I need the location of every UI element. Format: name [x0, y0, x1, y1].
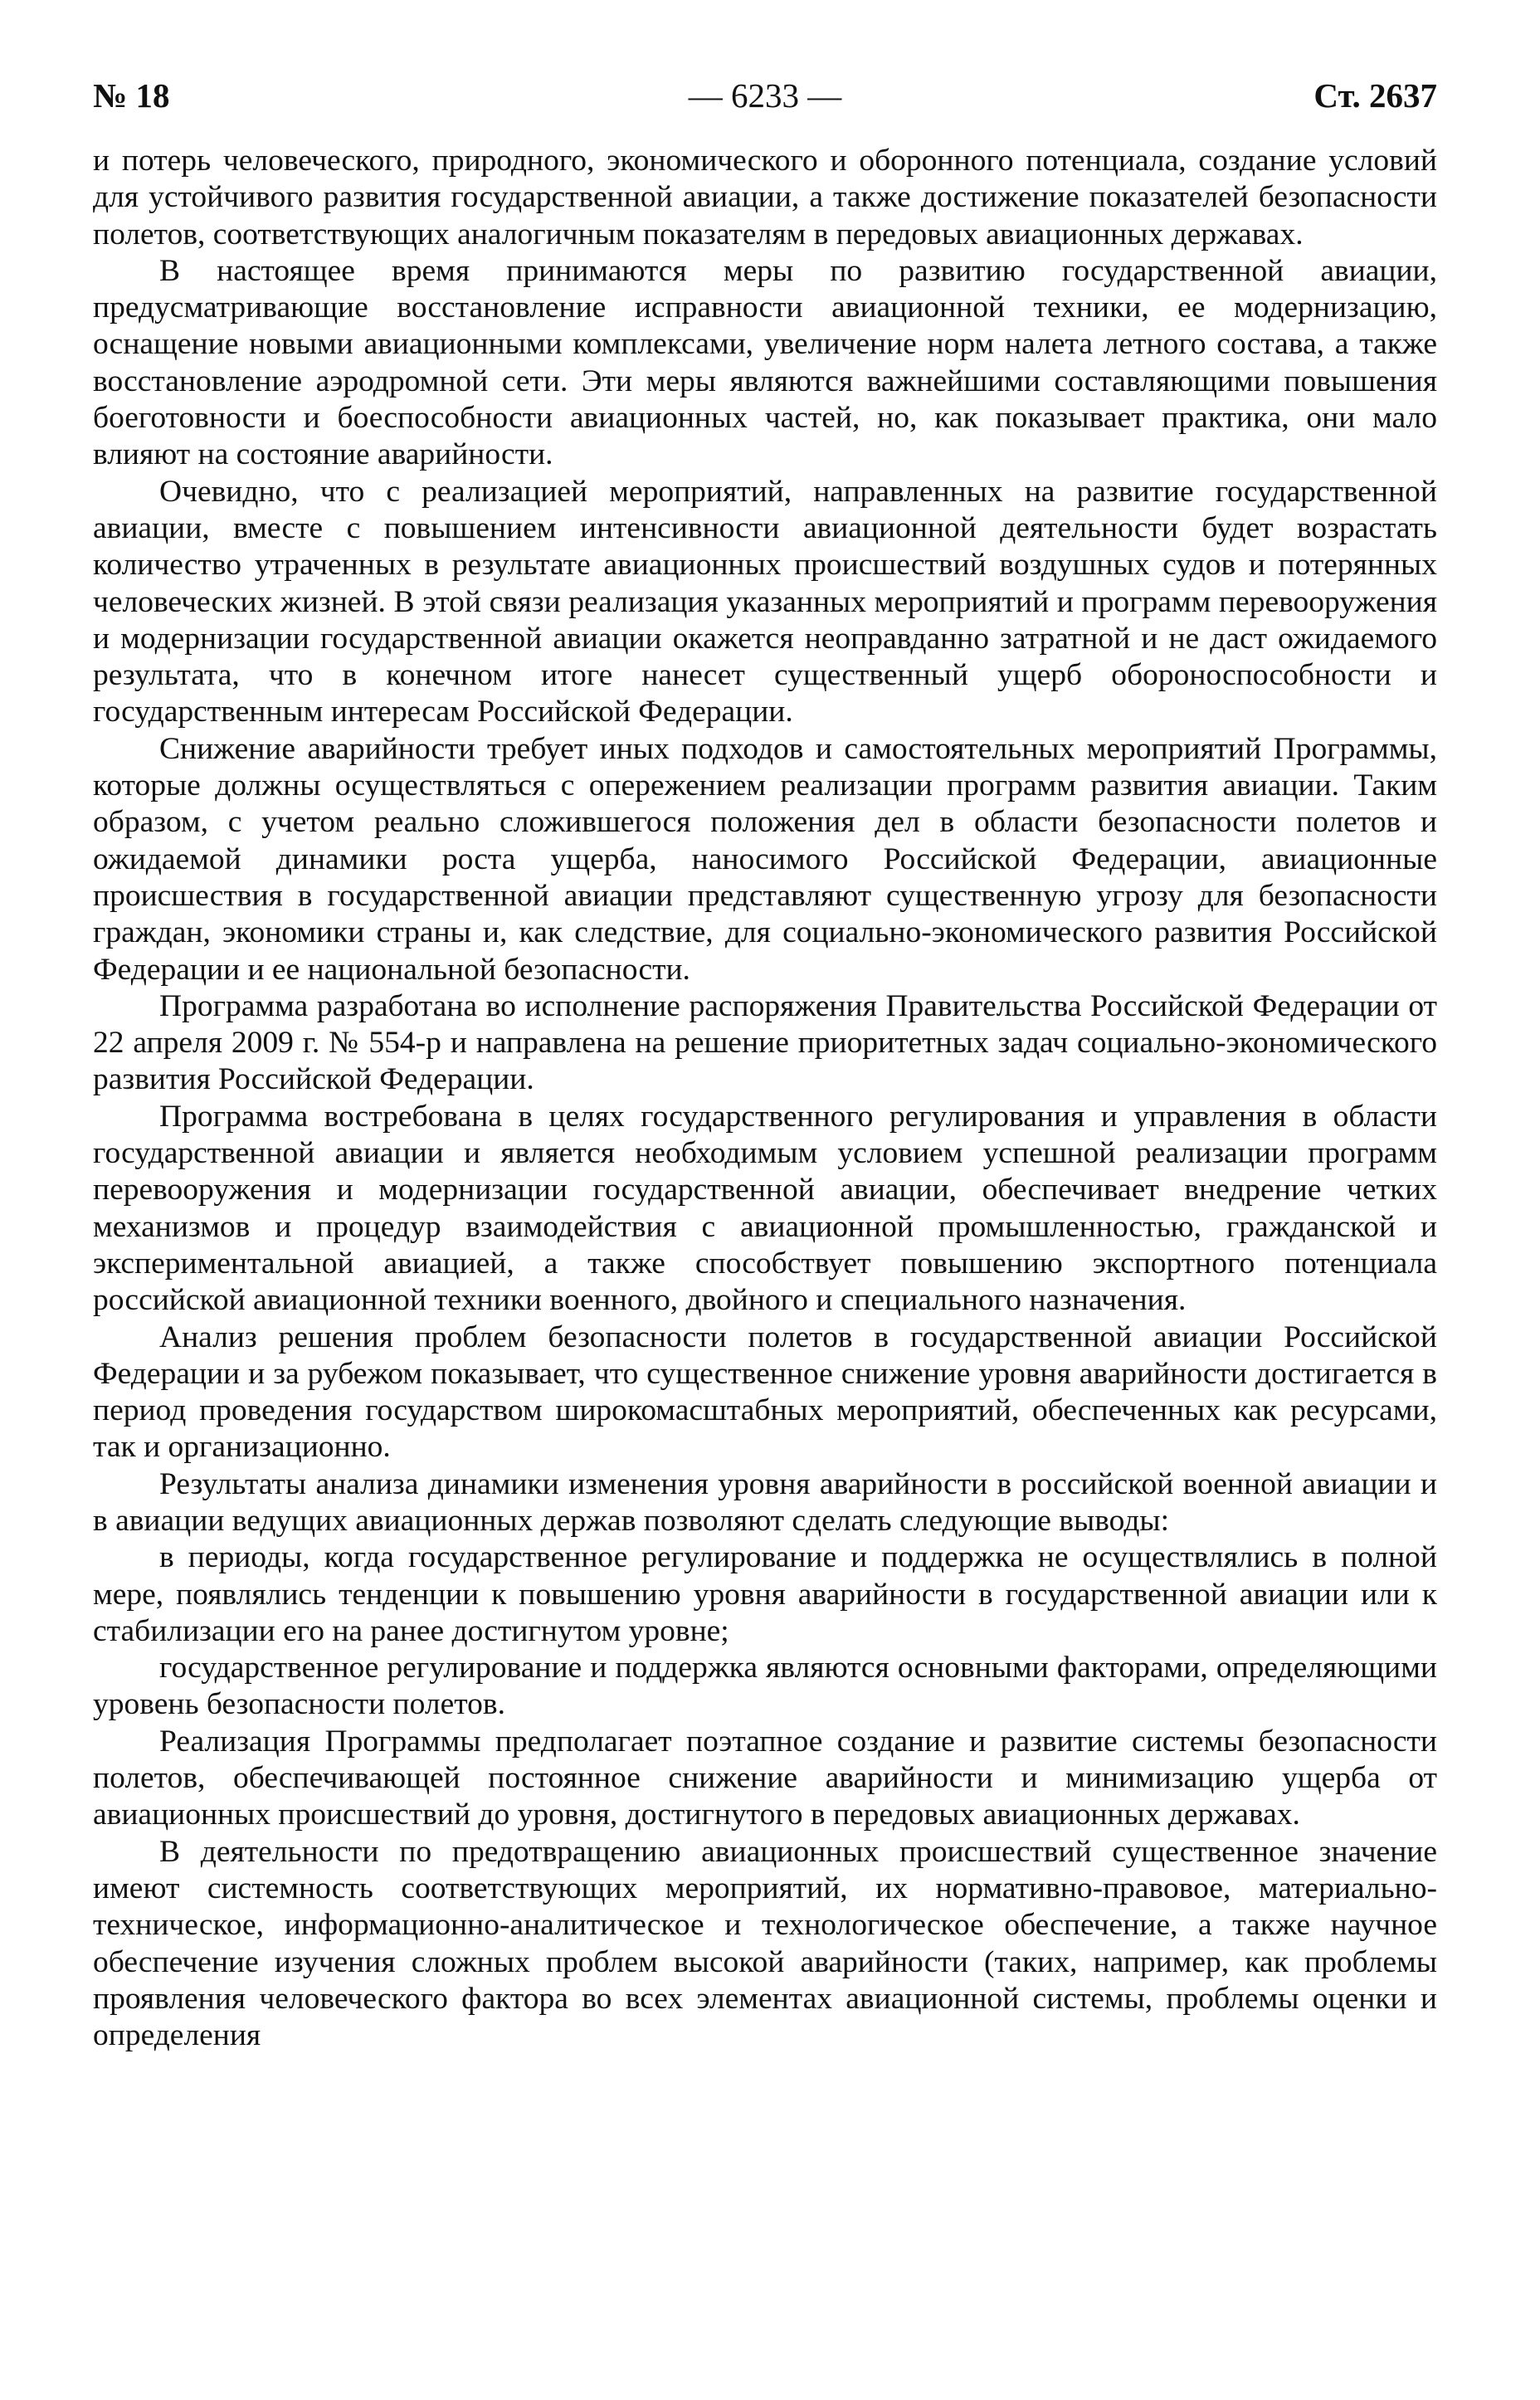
paragraph-8: Результаты анализа динамики изменения уровня аварийности в российской военной авиации и в авиации ведущих авиационных держав позволяют сделать следующие выводы:	[93, 1466, 1437, 1538]
page-header	[93, 68, 1437, 123]
paragraph-1: и потерь человеческого, природного, экономического и оборонного потенциала, создание условий для устойчивого развития государственной авиации, а также достижение показателей безопасности полетов, соответствующих аналогичным показателям в передовых авиационных державах.	[93, 144, 1437, 251]
document-page	[93, 68, 1437, 2375]
paragraph-7: Анализ решения проблем безопасности полетов в государственной авиации Российской Федерации и за рубежом показывает, что существенное снижение уровня аварийности достигается в период проведения государством широкомасштабных мероприятий, обеспеченных как ресурсами, так и организационно.	[93, 1320, 1437, 1465]
paragraph-6: Программа востребована в целях государственного регулирования и управления в области государственной авиации и является необходимым условием успешной реализации программ перевооружения и модернизации государственной авиации, обеспечивает внедрение четких механизмов и процедур взаимодействия с авиационной промышленностью, гражданской и экспериментальной авиацией, а также способствует повышению экспортного потенциала российской авиационной техники военного, двойного и специального назначения.	[93, 1099, 1437, 1318]
paragraph-2: В настоящее время принимаются меры по развитию государственной авиации, предусматривающие восстановление исправности авиационной техники, ее модернизацию, оснащение новыми авиационными комплексами, увеличение норм налета летного состава, а также восстановление аэродромной сети. Эти меры являются важнейшими составляющими повышения боеготовности и боеспособности авиационных частей, но, как показывает практика, они мало влияют на состояние аварийности.	[93, 253, 1437, 472]
paragraph-12: В деятельности по предотвращению авиационных происшествий существенное значение имеют системность соответствующих мероприятий, их нормативно-правовое, материально-техническое, информационно-аналитическое и технологическое обеспечение, а также научное обеспечение изучения сложных проблем высокой аварийности (таких, например, как проблемы проявления человеческого фактора во всех элементах авиационной системы, проблемы оценки и определения	[93, 1834, 1437, 2053]
body-text	[93, 143, 1437, 2054]
article-number: Ст. 2637	[1313, 76, 1437, 115]
issue-number: № 18	[93, 76, 170, 115]
paragraph-3: Очевидно, что с реализацией мероприятий, направленных на развитие государственной авиации, вместе с повышением интенсивности авиационной деятельности будет возрастать количество утраченных в результате авиационных происшествий воздушных судов и потерянных человеческих жизней. В этой связи реализация указанных мероприятий и программ перевооружения и модернизации государственной авиации окажется неоправданно затратной и не даст ожидаемого результата, что в конечном итоге нанесет существенный ущерб обороноспособности и государственным интересам Российской Федерации.	[93, 474, 1437, 729]
paragraph-4: Снижение аварийности требует иных подходов и самостоятельных мероприятий Программы, которые должны осуществляться с опережением реализации программ развития авиации. Таким образом, с учетом реально сложившегося положения дел в области безопасности полетов и ожидаемой динамики роста ущерба, наносимого Российской Федерации, авиационные происшествия в государственной авиации представляют существенную угрозу для безопасности граждан, экономики страны и, как следствие, для социально-экономического развития Российской Федерации и ее национальной безопасности.	[93, 731, 1437, 987]
page-number: — 6233 —	[688, 76, 842, 115]
paragraph-5: Программа разработана во исполнение распоряжения Правительства Российской Федерации от 22 апреля 2009 г. № 554-р и направлена на решение приоритетных задач социально-экономического развития Российской Федерации.	[93, 988, 1437, 1097]
paragraph-10: государственное регулирование и поддержка являются основными факторами, определяющими уровень безопасности полетов.	[93, 1651, 1437, 1722]
paragraph-9: в периоды, когда государственное регулирование и поддержка не осуществлялись в полной мере, появлялись тенденции к повышению уровня аварийности в государственной авиации или к стабилизации его на ранее достигнутом уровне;	[93, 1540, 1437, 1648]
paragraph-11: Реализация Программы предполагает поэтапное создание и развитие системы безопасности полетов, обеспечивающей постоянное снижение аварийности и минимизацию ущерба от авиационных происшествий до уровня, достигнутого в передовых авиационных державах.	[93, 1724, 1437, 1832]
